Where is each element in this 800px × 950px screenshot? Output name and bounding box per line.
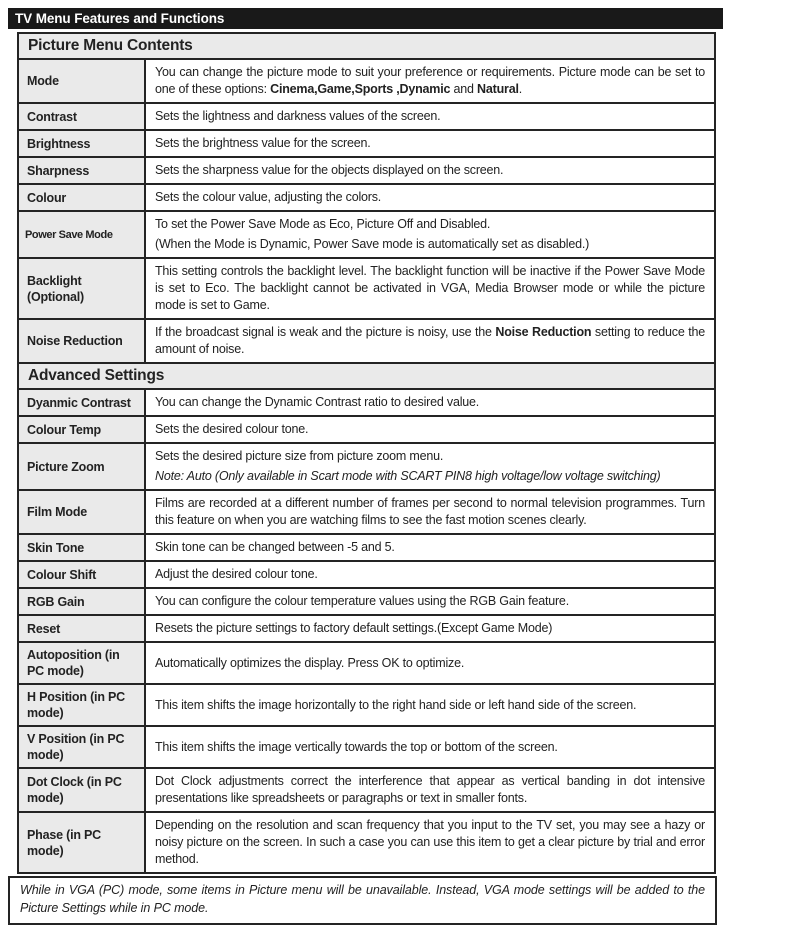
row-label: Noise Reduction bbox=[18, 319, 145, 363]
table-row bbox=[18, 130, 715, 157]
section-header: Picture Menu Contents bbox=[18, 33, 715, 59]
description-paragraph: Sets the colour value, adjusting the colors. bbox=[155, 190, 382, 204]
description-paragraph: Resets the picture settings to factory default settings.(Except Game Mode) bbox=[155, 621, 553, 635]
row-label: Colour Shift bbox=[18, 561, 145, 588]
row-description bbox=[145, 684, 715, 726]
row-description bbox=[145, 443, 715, 490]
table-row bbox=[18, 416, 715, 443]
row-description bbox=[145, 726, 715, 768]
row-description bbox=[145, 534, 715, 561]
row-label: Skin Tone bbox=[18, 534, 145, 561]
row-label: Dot Clock (in PC mode) bbox=[18, 768, 145, 812]
row-description bbox=[145, 490, 715, 534]
row-description bbox=[145, 588, 715, 615]
row-label: RGB Gain bbox=[18, 588, 145, 615]
description-paragraph: Sets the sharpness value for the objects displayed on the screen. bbox=[155, 163, 504, 177]
description-paragraph: You can change the picture mode to suit your preference or requirements. Picture mode can be set to one of these options: Cinema,Game,Sports ,Dynamic and Natural. bbox=[155, 65, 705, 96]
row-label: Colour bbox=[18, 184, 145, 211]
features-table bbox=[17, 32, 716, 874]
description-paragraph: Skin tone can be changed between -5 and 5. bbox=[155, 540, 395, 554]
description-paragraph: Dot Clock adjustments correct the interference that appear as vertical banding in dot intensive presentations like spreadsheets or paragraphs or text in smaller fonts. bbox=[155, 774, 705, 805]
row-description bbox=[145, 615, 715, 642]
description-paragraph: This item shifts the image vertically towards the top or bottom of the screen. bbox=[155, 739, 558, 754]
row-label: Colour Temp bbox=[18, 416, 145, 443]
description-paragraph: You can configure the colour temperature values using the RGB Gain feature. bbox=[155, 594, 569, 608]
row-description bbox=[145, 416, 715, 443]
table-row bbox=[18, 684, 715, 726]
row-description bbox=[145, 768, 715, 812]
row-label: Reset bbox=[18, 615, 145, 642]
description-paragraph: Adjust the desired colour tone. bbox=[155, 567, 318, 581]
table-row bbox=[18, 319, 715, 363]
table-row bbox=[18, 534, 715, 561]
page-title: TV Menu Features and Functions bbox=[8, 8, 723, 29]
table-row bbox=[18, 59, 715, 103]
description-paragraph: (When the Mode is Dynamic, Power Save mode is automatically set as disabled.) bbox=[155, 237, 590, 251]
description-paragraph: This item shifts the image horizontally to the right hand side or left hand side of the screen. bbox=[155, 697, 637, 712]
table-row bbox=[18, 211, 715, 258]
row-label: Picture Zoom bbox=[18, 443, 145, 490]
row-description bbox=[145, 561, 715, 588]
section-header: Advanced Settings bbox=[18, 363, 715, 389]
row-label: Sharpness bbox=[18, 157, 145, 184]
table-row bbox=[18, 157, 715, 184]
table-row bbox=[18, 588, 715, 615]
description-paragraph: Films are recorded at a different number of frames per second to normal television programmes. Turn this feature on when you are watching films to see the fast motion scenes clearly. bbox=[155, 496, 705, 527]
description-paragraph: Sets the brightness value for the screen. bbox=[155, 136, 371, 150]
row-label: Dyanmic Contrast bbox=[18, 389, 145, 416]
row-description bbox=[145, 184, 715, 211]
description-paragraph: This setting controls the backlight level. The backlight function will be inactive if the Power Save Mode is set to Eco. The backlight cannot be activated in VGA, Media Browser mode or while the picture mode is set to Game. bbox=[155, 264, 705, 312]
table-row bbox=[18, 768, 715, 812]
description-paragraph: To set the Power Save Mode as Eco, Picture Off and Disabled. bbox=[155, 217, 491, 231]
description-paragraph: Sets the lightness and darkness values of the screen. bbox=[155, 109, 441, 123]
table-row bbox=[18, 812, 715, 873]
description-paragraph: Depending on the resolution and scan frequency that you input to the TV set, you may see a hazy or noisy picture on the screen. In such a case you can use this item to get a clear picture by trial and error method. bbox=[155, 818, 705, 866]
table-row bbox=[18, 443, 715, 490]
row-label: Backlight (Optional) bbox=[18, 258, 145, 319]
table-row bbox=[18, 389, 715, 416]
section-header-row bbox=[18, 33, 715, 59]
row-label: Contrast bbox=[18, 103, 145, 130]
footnote: While in VGA (PC) mode, some items in Picture menu will be unavailable. Instead, VGA mode settings will be added to the Picture Settings while in PC mode. bbox=[8, 876, 717, 925]
row-description bbox=[145, 211, 715, 258]
table-row bbox=[18, 103, 715, 130]
row-description bbox=[145, 389, 715, 416]
row-label: Mode bbox=[18, 59, 145, 103]
description-paragraph: If the broadcast signal is weak and the picture is noisy, use the Noise Reduction setting to reduce the amount of noise. bbox=[155, 325, 705, 356]
table-row bbox=[18, 184, 715, 211]
table-row bbox=[18, 490, 715, 534]
row-description bbox=[145, 642, 715, 684]
row-description bbox=[145, 59, 715, 103]
section-header-row bbox=[18, 363, 715, 389]
description-paragraph: Automatically optimizes the display. Press OK to optimize. bbox=[155, 655, 465, 670]
row-description bbox=[145, 103, 715, 130]
row-description bbox=[145, 130, 715, 157]
row-label: Phase (in PC mode) bbox=[18, 812, 145, 873]
description-paragraph: Sets the desired picture size from picture zoom menu. bbox=[155, 449, 444, 463]
description-paragraph: You can change the Dynamic Contrast ratio to desired value. bbox=[155, 395, 480, 409]
row-label: H Position (in PC mode) bbox=[18, 684, 145, 726]
row-label: V Position (in PC mode) bbox=[18, 726, 145, 768]
description-paragraph: Sets the desired colour tone. bbox=[155, 422, 309, 436]
table-row bbox=[18, 642, 715, 684]
table-row bbox=[18, 561, 715, 588]
table-row bbox=[18, 726, 715, 768]
row-label: Brightness bbox=[18, 130, 145, 157]
row-label: Power Save Mode bbox=[18, 211, 145, 258]
row-label: Film Mode bbox=[18, 490, 145, 534]
description-paragraph: Note: Auto (Only available in Scart mode with SCART PIN8 high voltage/low voltage switching) bbox=[155, 469, 661, 483]
table-row bbox=[18, 258, 715, 319]
row-description bbox=[145, 812, 715, 873]
row-description bbox=[145, 157, 715, 184]
row-label: Autoposition (in PC mode) bbox=[18, 642, 145, 684]
row-description bbox=[145, 258, 715, 319]
row-description bbox=[145, 319, 715, 363]
table-row bbox=[18, 615, 715, 642]
